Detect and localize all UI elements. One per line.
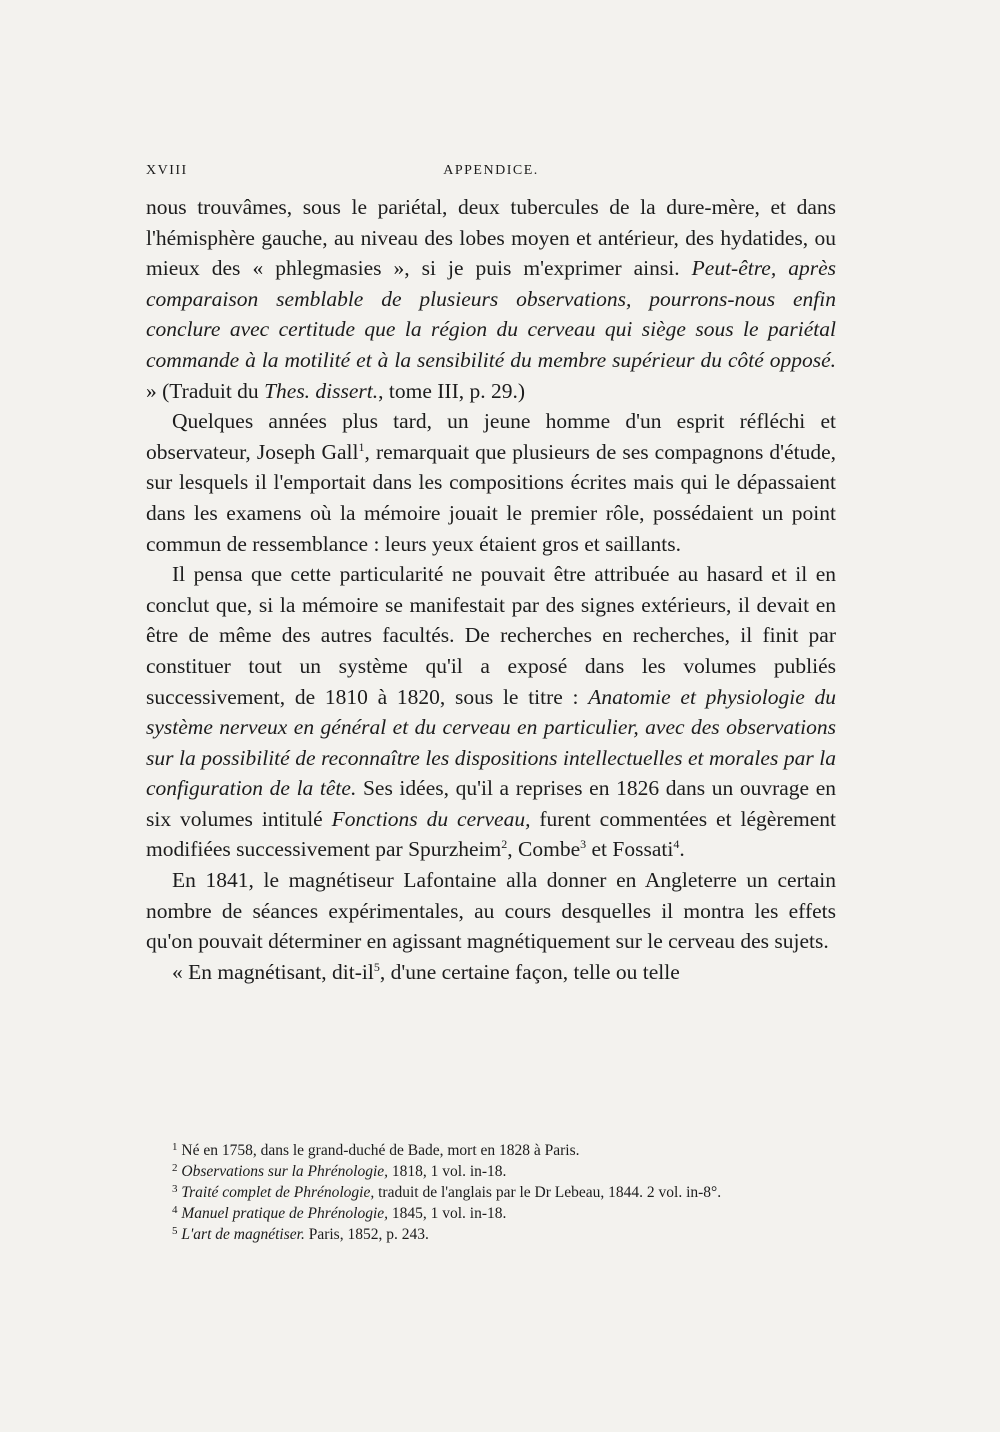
text-run: Quelques années plus tard, un jeune homme d'un esprit réfléchi et observateur, Joseph Gall: [146, 409, 836, 464]
italic-source: Thes. dissert.: [264, 378, 379, 403]
footnote-text: Paris, 1852, p. 243.: [304, 1226, 429, 1243]
italic-quote: Peut-être, après comparaison semblable de plusieurs observations, pourrons-nous enfin conclure avec certitude que la région du cerveau qui siège sous le pariétal commande à la motilité et à la sensibilité du membre supérieur du côté opposé.: [146, 256, 836, 372]
footnote-ref[interactable]: 1: [358, 439, 365, 454]
paragraph-4: [146, 865, 836, 957]
footnote-text: traduit de l'anglais par le Dr Lebeau, 1844. 2 vol. in-8°.: [374, 1184, 722, 1201]
text-run: Il pensa que cette particularité ne pouvait être attribuée au hasard et il en conclut que, si la mémoire se manifestait par des signes extérieurs, il devait en être de même des autres facultés. De recherches en recherches, il finit par constituer tout un système qu'il a exposé dans les volumes publiés successivement, de 1810 à 1820, sous le titre :: [146, 562, 836, 709]
footnote-ref[interactable]: 5: [373, 959, 380, 974]
footnote-3: [146, 1182, 836, 1203]
text-run: furent commentées et légèrement modifiées successivement par Spurzheim: [146, 806, 837, 862]
footnote-title: Manuel pratique de Phrénologie,: [181, 1205, 388, 1222]
footnotes: [146, 1140, 836, 1245]
italic-title: Fonctions du cerveau,: [331, 806, 531, 831]
footnote-mark: 4: [172, 1204, 178, 1216]
text-run: , remarquait que plusieurs de ses compagnons d'étude, sur lesquels il l'emportait dans les compositions écrites mais qui le dépassaient dans les examens où la mémoire jouait le premier rôle, possédaient un point commun de ressemblance : leurs yeux étaient gros et saillants.: [146, 439, 836, 556]
paragraph-5: [146, 957, 836, 988]
text-run: » (Traduit du: [146, 378, 265, 403]
paragraph-3: [146, 559, 836, 865]
text-run: « En magnétisant, dit-il: [172, 959, 374, 984]
footnote-1: [146, 1140, 836, 1161]
footnote-ref[interactable]: 4: [673, 837, 680, 852]
page-number: XVIII: [146, 163, 188, 178]
footnote-2: [146, 1161, 836, 1182]
footnote-text: 1818, 1 vol. in-18.: [388, 1163, 507, 1180]
footnote-title: L'art de magnétiser.: [181, 1226, 305, 1243]
page-header: [146, 163, 836, 183]
paragraph-2: [146, 406, 836, 559]
footnote-mark: 3: [172, 1183, 178, 1195]
paragraph-1: [146, 192, 836, 406]
footnote-mark: 2: [172, 1162, 178, 1174]
footnote-ref[interactable]: 2: [501, 837, 508, 852]
footnote-ref[interactable]: 3: [580, 837, 587, 852]
text-run: En 1841, le magnétiseur Lafontaine alla donner en Angleterre un certain nombre de séances expérimentales, au cours desquelles il montra les effets qu'on pouvait déterminer en agissant magnétiquement sur le cerveau des sujets.: [146, 868, 836, 954]
text-run: et Fossati: [586, 837, 674, 862]
running-title: APPENDICE.: [443, 163, 539, 178]
footnote-mark: 1: [172, 1141, 178, 1153]
main-text: [146, 192, 836, 987]
text-run: nous trouvâmes, sous le pariétal, deux tubercules de la dure-mère, et dans l'hémisphère gauche, au niveau des lobes moyen et antérieur, des hydatides, ou mieux des « phlegmasies », si je puis m'exprimer ainsi.: [146, 195, 836, 281]
footnote-text: Né en 1758, dans le grand-duché de Bade, mort en 1828 à Paris.: [181, 1142, 580, 1159]
italic-title: Anatomie et physiologie du système nerveux en général et du cerveau en particulier, avec des observations sur la possibilité de reconnaître les dispositions intellectuelles et morales par la configuration de la tête.: [146, 684, 836, 801]
footnote-text: 1845, 1 vol. in-18.: [388, 1205, 507, 1222]
footnote-title: Observations sur la Phrénologie,: [181, 1163, 389, 1180]
footnote-4: [146, 1203, 836, 1224]
text-run: Ses idées, qu'il a reprises en 1826 dans un ouvrage en six volumes intitulé: [146, 776, 836, 831]
text-run: .: [679, 837, 685, 862]
text-run: , tome III, p. 29.): [378, 378, 526, 403]
footnote-mark: 5: [172, 1225, 178, 1237]
footnote-5: [146, 1224, 836, 1245]
text-run: , Combe: [507, 837, 581, 862]
footnote-title: Traité complet de Phrénologie,: [181, 1184, 375, 1201]
text-run: , d'une certaine façon, telle ou telle: [379, 959, 680, 984]
